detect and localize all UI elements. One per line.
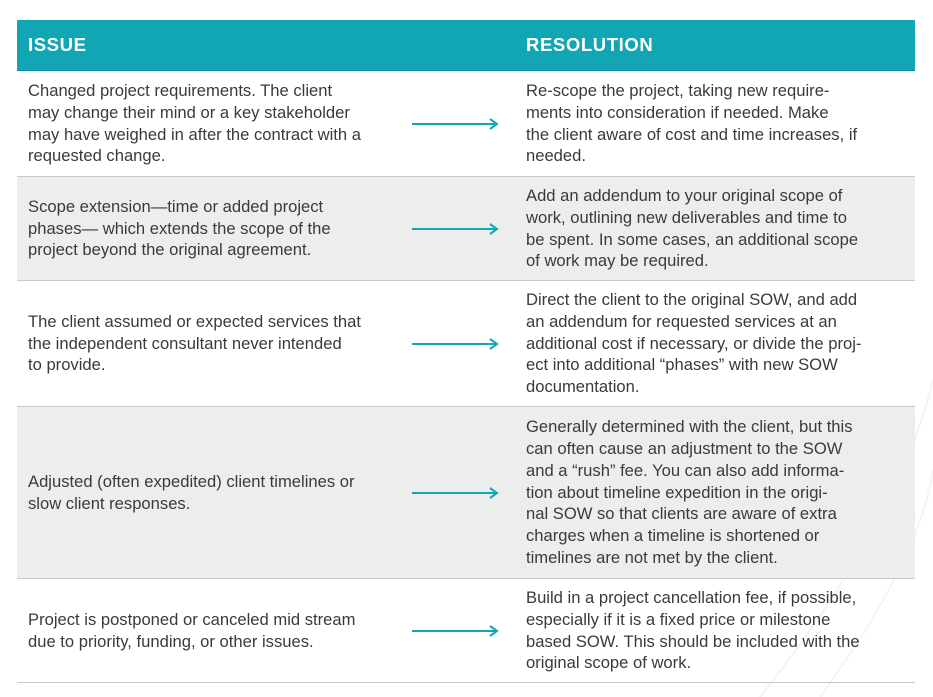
resolution-text: Build in a project cancellation fee, if possible, especially if it is a fixed price or milestone based SOW. This should be included with the original scope of work.: [526, 587, 860, 673]
issue-text: Adjusted (often expedited) client timelines or slow client responses.: [28, 471, 355, 513]
table-row: [17, 579, 915, 683]
issue-cell: [17, 609, 412, 653]
table-row: [17, 71, 915, 177]
table-row: [17, 407, 915, 579]
issue-text: Project is postponed or canceled mid stream due to priority, funding, or other issues.: [28, 609, 356, 651]
issue-cell: [17, 196, 412, 261]
issue-cell: [17, 471, 412, 515]
resolution-cell: [526, 416, 915, 569]
issue-text: Changed project requirements. The client may change their mind or a key stakeholder may have weighed in after the contract with a requested change.: [28, 80, 361, 166]
arrow-right-icon: [412, 621, 526, 641]
issue-column-header: ISSUE: [28, 34, 87, 55]
resolution-cell: [526, 587, 915, 674]
issue-text: Scope extension—time or added project phases— which extends the scope of the project beyond the original agreement.: [28, 196, 331, 260]
resolution-text: Add an addendum to your original scope of work, outlining new deliverables and time to be spent. In some cases, an additional scope of work may be required.: [526, 185, 859, 271]
table-row: [17, 177, 915, 281]
issue-resolution-table: [17, 20, 915, 683]
arrow-right-icon: [412, 334, 526, 354]
resolution-cell: [526, 185, 915, 272]
resolution-column-header: RESOLUTION: [526, 34, 654, 55]
arrow-right-icon: [412, 114, 526, 134]
resolution-cell: [526, 80, 915, 167]
arrow-right-icon: [412, 483, 526, 503]
resolution-cell: [526, 289, 915, 398]
resolution-text: Generally determined with the client, but this can often cause an adjustment to the SOW and a “rush” fee. You can also add informa- tion about timeline expedition in the origi- nal SOW so that clients are aware of extra charges when a timeline is shortened or timelines are not met by the client.: [526, 417, 853, 567]
issue-cell: [17, 311, 412, 376]
table-row: [17, 281, 915, 407]
arrow-right-icon: [412, 219, 526, 239]
table-header: [17, 20, 915, 71]
issue-cell: [17, 80, 412, 167]
issue-text: The client assumed or expected services that the independent consultant never intended to provide.: [28, 311, 361, 375]
resolution-text: Re-scope the project, taking new require- ments into consideration if needed. Make the client aware of cost and time increases, if needed.: [526, 80, 858, 166]
resolution-text: Direct the client to the original SOW, and add an addendum for requested services at an additional cost if necessary, or divide the proj- ect into additional “phases” with new SOW documentation.: [526, 290, 862, 397]
